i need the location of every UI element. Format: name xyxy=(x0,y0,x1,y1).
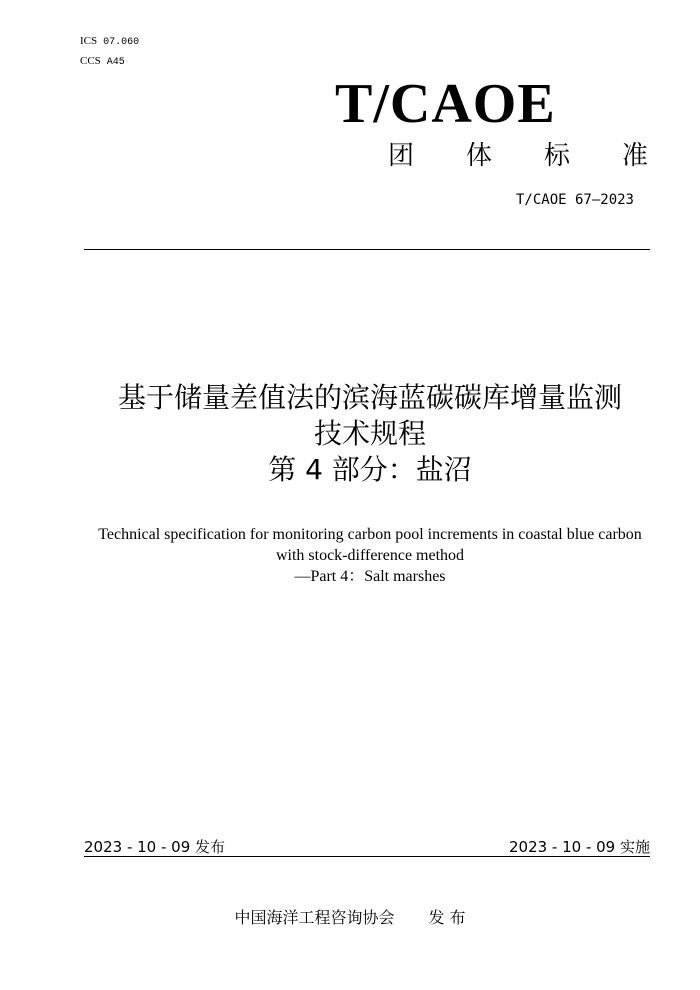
standard-number: T/CAOE 67—2023 xyxy=(515,192,634,208)
ics-code xyxy=(80,34,139,50)
ics-label: ICS xyxy=(80,35,98,47)
organization-logo: T/CAOE xyxy=(335,73,556,135)
english-title-line-1: Technical specification for monitoring carbon pool increments in coastal blue carbon xyxy=(98,526,642,543)
ccs-value: A45 xyxy=(106,57,125,68)
publisher xyxy=(0,905,700,928)
implementation-date: 2023 - 10 - 09 实施 xyxy=(508,838,650,856)
release-date: 2023 - 10 - 09 发布 xyxy=(84,838,226,856)
english-title xyxy=(60,524,680,587)
classification-codes xyxy=(80,34,139,70)
publisher-name: 中国海洋工程咨询协会 xyxy=(234,908,395,927)
standard-type xyxy=(388,135,648,172)
ccs-code xyxy=(80,54,139,70)
english-title-line-2: with stock-difference method xyxy=(275,547,465,564)
ccs-label: CCS xyxy=(80,55,101,67)
publisher-action: 发 布 xyxy=(428,908,466,927)
title-line-2: 技术规程 xyxy=(313,417,426,450)
standard-type-char: 准 xyxy=(621,141,648,171)
ics-value: 07.060 xyxy=(103,37,140,48)
english-title-line-3: —Part 4：Salt marshes xyxy=(294,568,446,585)
standard-type-char: 团 xyxy=(388,141,415,171)
title-line-3: 第 4 部分：盐沼 xyxy=(268,453,472,486)
bottom-divider xyxy=(84,856,650,857)
standard-type-char: 体 xyxy=(465,141,492,171)
chinese-title xyxy=(60,380,680,488)
standard-type-char: 标 xyxy=(543,141,570,171)
top-divider xyxy=(84,249,650,250)
title-line-1: 基于储量差值法的滨海蓝碳碳库增量监测 xyxy=(117,381,622,414)
